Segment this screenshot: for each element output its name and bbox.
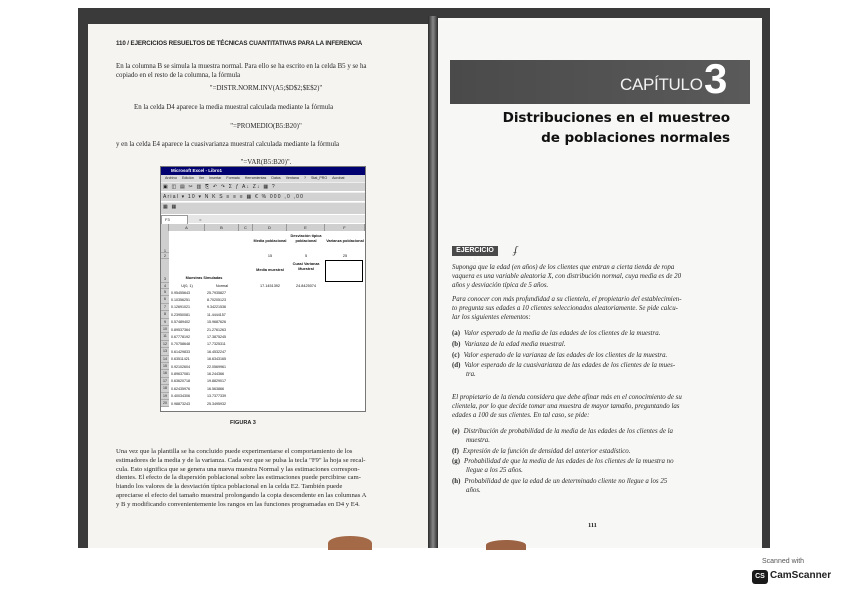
question-key: (e)	[452, 428, 460, 435]
paragraph: En la celda D4 aparece la media muestral calculada mediante la fórmula	[134, 104, 334, 111]
question-list	[452, 330, 738, 382]
cell-b4[interactable]: Normal	[215, 284, 229, 288]
text-line: El propietario de la tienda considera que debe afinar más en el conocimiento de su	[452, 394, 682, 401]
question-item	[452, 330, 738, 339]
cell-f2[interactable]: 25	[342, 254, 348, 258]
format-toolbar[interactable]: Arial ▾ 10 ▾ N K S ≡ ≡ ≡ ▦ € % 000 ,0 ,00	[161, 192, 365, 201]
cell-normal[interactable]: 17.7325311	[207, 342, 226, 347]
formula-bar	[161, 215, 365, 223]
excel-title-bar: Microsoft Excel - Libro1	[161, 167, 365, 175]
column-header[interactable]: A	[169, 224, 205, 231]
cell-normal[interactable]: 21.2761263	[207, 327, 226, 332]
text-line: Suponga que la edad (en años) de los clientes que entran a cierta tienda de ropa	[452, 264, 675, 271]
paragraph: En la columna B se simula la muestra normal. Para ello se ha escrito en la celda B5 y se ha copiado en el resto de la columna, la fórmula	[116, 63, 367, 79]
question-item	[452, 448, 738, 457]
row-header: 18	[161, 385, 169, 392]
cell-uniform[interactable]: 0.61429833	[171, 349, 190, 354]
excel-menu-bar	[161, 175, 365, 182]
header-cell[interactable]: Media muestral	[256, 268, 284, 272]
row-header: 13	[161, 348, 169, 355]
exercise-badge: EJERCICIO 3.1	[452, 246, 498, 256]
menu-item[interactable]: Acrobat	[332, 176, 345, 180]
exercise-intro	[452, 264, 738, 290]
menu-item[interactable]: ?	[303, 176, 306, 180]
exercise-paragraph	[452, 394, 738, 420]
cell-uniform[interactable]: 0.92102604	[171, 364, 190, 369]
cell-uniform[interactable]: 0.63511421	[171, 357, 190, 362]
question-key: (f)	[452, 447, 459, 455]
row-header: 7	[161, 304, 169, 311]
row-header: 8	[161, 311, 169, 318]
cell-e4[interactable]: 24.8425074	[295, 284, 317, 288]
menu-item[interactable]: Ventana	[285, 176, 299, 180]
selected-cell-f3[interactable]	[325, 260, 363, 282]
row-header: 10	[161, 326, 169, 333]
cell-normal[interactable]: 17.3875245	[207, 334, 226, 339]
row-header: 14	[161, 356, 169, 363]
text-line: y B y modificando convenientemente los rangos en las funciones programadas en D4 y E4.	[116, 500, 360, 508]
question-list	[452, 428, 738, 498]
cell-uniform[interactable]: 0.95455643	[171, 290, 190, 295]
pen-mark: ʄ	[514, 244, 518, 256]
header-cell[interactable]: Varianza poblacional	[326, 239, 364, 243]
cell-uniform[interactable]: 0.70758648	[171, 342, 190, 347]
cell-uniform[interactable]: 0.62435976	[171, 386, 190, 391]
cell-uniform[interactable]: 0.63620718	[171, 379, 190, 384]
question-key: (a)	[452, 330, 461, 337]
cell-e2[interactable]: 5	[304, 254, 308, 258]
paragraph: y en la celda E4 aparece la cuasivarianza muestral calculada mediante la fórmula	[116, 141, 340, 148]
question-item	[452, 458, 738, 476]
row-header: 6	[161, 296, 169, 303]
chapter-title: de poblaciones normales	[541, 130, 730, 146]
cell-uniform[interactable]: 0.67778192	[171, 334, 190, 339]
question-text: Expresión de la función de densidad del anterior estadístico.	[462, 447, 631, 455]
text-line: dientes. El efecto de la dispersión poblacional sobre las estimaciones puede percibirse cam-	[116, 474, 361, 482]
question-key: (h)	[452, 477, 461, 485]
cell-normal[interactable]: 9.34221536	[207, 305, 226, 310]
question-text: Valor esperado de la cuasivarianza de las edades de los clientes de la mues-	[464, 362, 676, 370]
cell-normal[interactable]: 11.4444157	[207, 312, 226, 317]
header-cell[interactable]: Desviación típica poblacional	[290, 234, 322, 243]
row-header: 19	[161, 393, 169, 400]
row-header: 12	[161, 341, 169, 348]
cell-uniform[interactable]: 0.57489402	[171, 320, 190, 325]
question-text: Varianza de la edad media muestral.	[464, 340, 566, 348]
running-header: 110 / EJERCICIOS RESUELTOS DE TÉCNICAS CUANTITATIVAS PARA LA INFERENCIA	[116, 40, 363, 47]
menu-item[interactable]: Datos	[271, 176, 281, 180]
row-header: 15	[161, 363, 169, 370]
cell-uniform[interactable]: 0.12691021	[171, 305, 190, 310]
question-text: Valor esperado de la media de las edades de los clientes de la muestra.	[464, 330, 661, 337]
text-line: cula. Esto significa que se genera una nueva muestra Normal y las estimaciones correspon-	[116, 465, 360, 473]
finger	[486, 540, 526, 550]
text-line: apreciarse el efecto del tamaño muestral prolongando la copia descendente en las columnas A	[116, 491, 367, 499]
chapter-number: 3	[704, 55, 728, 102]
question-text: Probabilidad de que la media de las edades de los clientes de la muestra no	[464, 458, 674, 466]
question-text: tra.	[466, 371, 476, 379]
row-header: 2	[161, 253, 169, 259]
row-header: 17	[161, 378, 169, 385]
cell-normal[interactable]: 15.9687626	[207, 320, 226, 325]
menu-item[interactable]: Ver	[198, 176, 205, 180]
question-text: Valor esperado de la varianza de las edades de los clientes de la muestra.	[463, 351, 668, 359]
question-item	[452, 341, 738, 350]
cell-a4[interactable]: U(0, 1)	[181, 284, 193, 288]
text-line: to pregunta sus edades a 10 clientes seleccionados aleatoriamente. Se pide calcu-	[452, 304, 678, 312]
cell-uniform[interactable]: 0.98873243	[171, 401, 190, 406]
cell-normal[interactable]: 13.7377339	[207, 394, 226, 399]
formula: "=VAR(B5:B20)".	[240, 159, 292, 166]
excel-window	[160, 166, 366, 412]
formula: "=DISTR.NORM.INV(A5;$D$2;$E$2)"	[209, 85, 323, 92]
question-text: llegue a los 25 años.	[466, 467, 523, 475]
cell-uniform[interactable]: 0.89637081	[171, 371, 190, 376]
cell-normal[interactable]: 25.7935827	[207, 290, 226, 295]
cell-normal[interactable]: 25.3495932	[207, 401, 226, 406]
row-header: 3	[161, 259, 169, 283]
formula: "=PROMEDIO(B5:B20)"	[230, 123, 302, 130]
extra-toolbar[interactable]: ▦ ▦	[161, 202, 365, 214]
row-header: 11	[161, 333, 169, 340]
question-key: (c)	[452, 351, 460, 359]
header-cell[interactable]: Cuasi Varianza Muestral	[292, 262, 320, 271]
cell-normal[interactable]: 16.6343165	[207, 357, 226, 362]
cell-normal[interactable]: 22.0569961	[207, 364, 226, 369]
menu-item[interactable]: Edición	[181, 176, 194, 180]
exercise-paragraph	[452, 296, 738, 322]
cell-uniform[interactable]: 0.40034306	[171, 394, 190, 399]
cell-d2[interactable]: 15	[267, 254, 273, 258]
text-line: edades a 100 de sus clientes. En tal caso, se pide:	[452, 411, 590, 419]
column-header[interactable]: F	[325, 224, 365, 231]
column-header[interactable]: E	[287, 224, 325, 231]
text-line: vaquera es una variable aleatoria X, con distribución normal, cuya media es de 20	[452, 272, 682, 280]
question-item	[452, 362, 738, 380]
cell-uniform[interactable]: 0.10356251	[171, 297, 190, 302]
text-line: lar los siguientes elementos:	[452, 313, 531, 321]
cell-uniform[interactable]: 0.89537364	[171, 327, 190, 332]
row-header: 1	[161, 231, 169, 253]
column-header[interactable]: C	[239, 224, 253, 231]
text-line: años y desviación típica de 5 años.	[452, 281, 549, 289]
question-key: (b)	[452, 340, 461, 348]
question-text: años.	[466, 486, 481, 494]
chapter-title: Distribuciones en el muestreo	[502, 110, 730, 126]
question-item	[452, 478, 738, 496]
cell-normal[interactable]: 19.8829017	[207, 379, 226, 384]
watermark-caption: Scanned with	[762, 558, 805, 565]
column-header[interactable]: B	[205, 224, 239, 231]
formula-equals: =	[199, 217, 202, 222]
question-item	[452, 352, 738, 361]
row-header: 5	[161, 289, 169, 296]
text-line: Para conocer con más profundidad a su clientela, el propietario del establecimien-	[452, 296, 682, 303]
cell-normal[interactable]: 16.563866	[207, 386, 224, 391]
menu-item[interactable]: Archivo	[165, 176, 177, 180]
cell-normal[interactable]: 8.70205123	[207, 297, 226, 302]
menu-item[interactable]: Herramientas	[244, 176, 267, 180]
page-number: 111	[588, 522, 597, 529]
watermark-brand: CamScanner	[770, 570, 832, 581]
cell-uniform[interactable]: 0.23950081	[171, 312, 190, 317]
camscanner-logo: CS	[752, 570, 768, 584]
question-key: (g)	[452, 458, 461, 466]
cell-normal[interactable]: 16.4532247	[207, 349, 226, 354]
name-box[interactable]: F3	[161, 215, 188, 225]
row-header: 20	[161, 400, 169, 407]
question-key: (d)	[452, 362, 461, 370]
row-header: 4	[161, 283, 169, 289]
text-line: clientela, por lo que decide tomar una muestra de mayor tamaño, preguntando las	[452, 402, 680, 410]
column-header[interactable]: D	[253, 224, 287, 231]
chapter-label: CAPÍTULO	[620, 75, 703, 94]
closing-paragraph	[116, 448, 420, 510]
book-gutter	[428, 16, 438, 548]
cell-normal[interactable]: 16.244366	[207, 371, 224, 376]
menu-item[interactable]: Formato	[226, 176, 240, 180]
question-text: Probabilidad de que la edad de un determinado cliente no llegue a los 25	[464, 477, 668, 485]
text-line: Una vez que la plantilla se ha concluido puede experimentarse el comportamiento de los	[116, 448, 353, 455]
question-text: muestra.	[466, 436, 490, 444]
menu-item[interactable]: Insertar	[209, 176, 222, 180]
header-cell[interactable]: Muestras Simuladas	[185, 276, 223, 280]
text-line: estimadores de la media y de la varianza. Cada vez que se pulsa la tecla "F9" la hoja se recal-	[116, 456, 366, 464]
cell-d4[interactable]: 17.1451392	[259, 284, 281, 288]
header-cell[interactable]: Media poblacional	[253, 239, 287, 243]
question-text: Distribución de probabilidad de la media de las edades de los clientes de la	[463, 428, 673, 435]
menu-item[interactable]: Stat_PRO	[310, 176, 328, 180]
text-line: biando los valores de la desviación típica poblacional en la celda E2. También puede	[116, 483, 343, 491]
row-header: 16	[161, 370, 169, 377]
question-item	[452, 428, 738, 446]
standard-toolbar[interactable]: ▣ ◫ ▤ ✂ ▥ ⎘ ↶ ↷ Σ ƒ A↓ Z↓ ▦ ?	[161, 182, 365, 191]
finger	[328, 536, 372, 550]
figure-caption: FIGURA 3	[230, 420, 256, 426]
row-header: 9	[161, 319, 169, 326]
